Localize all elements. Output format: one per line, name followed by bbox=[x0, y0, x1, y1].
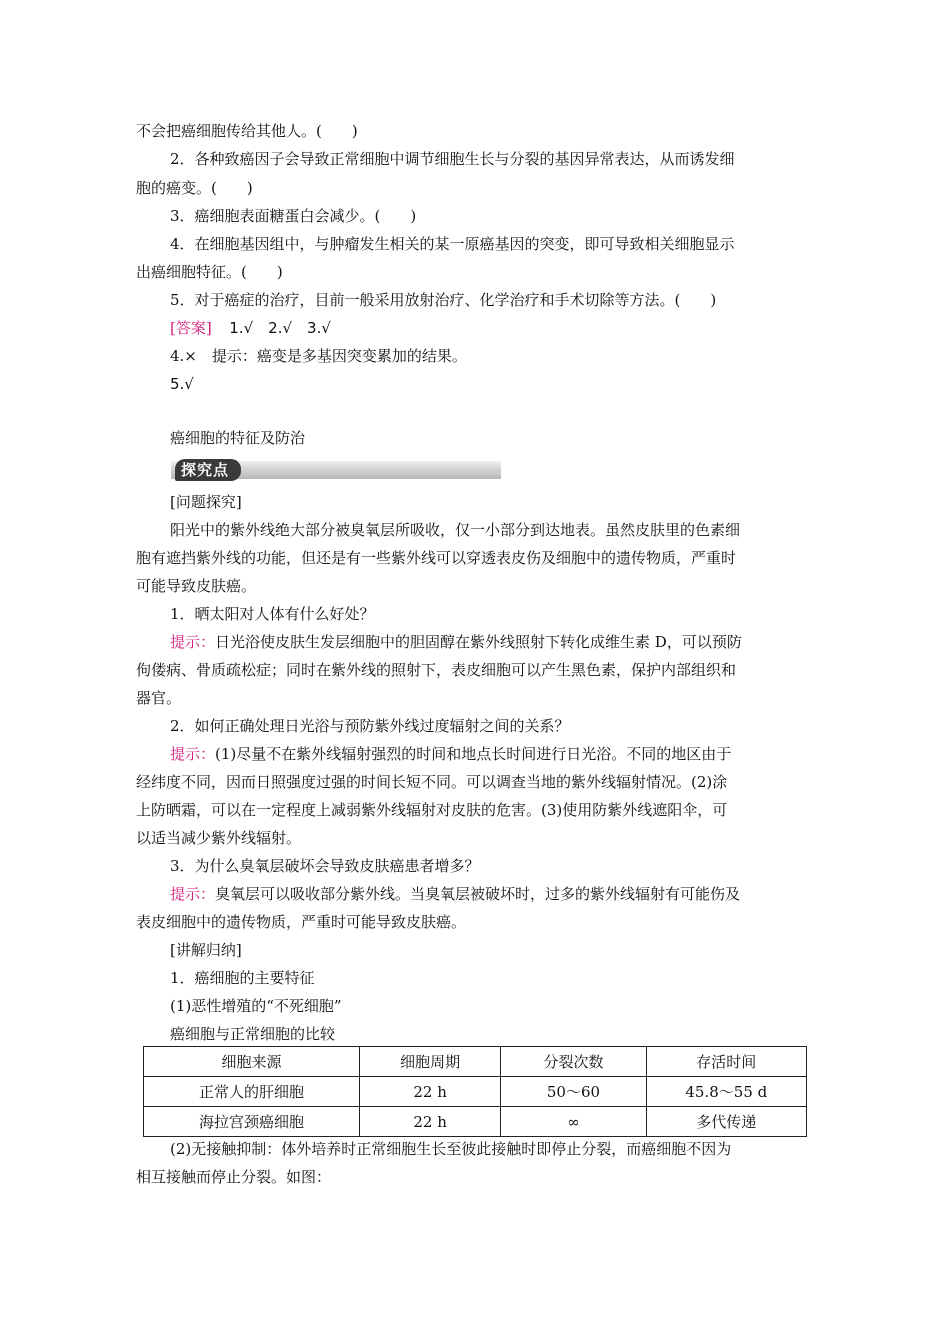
summary-point-1-2-cont: 相互接触而停止分裂。如图： bbox=[136, 1168, 332, 1186]
table-header-cell: 细胞来源 bbox=[144, 1047, 360, 1077]
hint-3-cont: 表皮细胞中的遗传物质，严重时可能导致皮肤癌。 bbox=[136, 913, 467, 931]
table-row bbox=[144, 1107, 807, 1137]
question-2: 2．各种致癌因子会导致正常细胞中调节细胞生长与分裂的基因异常表达，从而诱发细 bbox=[170, 150, 735, 168]
table-cell: 海拉宫颈癌细胞 bbox=[144, 1107, 360, 1137]
question-2-cont: 胞的癌变。( ) bbox=[136, 179, 253, 197]
table-header-cell: 分裂次数 bbox=[501, 1047, 646, 1077]
table-caption: 癌细胞与正常细胞的比较 bbox=[170, 1025, 336, 1043]
summary-point-1: 1．癌细胞的主要特征 bbox=[170, 969, 315, 987]
hint-3-text: 臭氧层可以吸收部分紫外线。当臭氧层被破坏时，过多的紫外线辐射有可能伤及 bbox=[215, 885, 741, 903]
answer-line-4: 4.× 提示：癌变是多基因突变累加的结果。 bbox=[170, 347, 467, 365]
table-header-row bbox=[144, 1047, 807, 1077]
question-1-tail: 不会把癌细胞传给其他人。( ) bbox=[136, 122, 358, 140]
hint-3 bbox=[170, 884, 816, 904]
inquiry-question-3: 3．为什么臭氧层破坏会导致皮肤癌患者增多？ bbox=[170, 857, 480, 875]
hint-label: 提示： bbox=[170, 745, 216, 763]
hint-1-text: 日光浴使皮肤生发层细胞中的胆固醇在紫外线照射下转化成维生素 D，可以预防 bbox=[215, 633, 742, 651]
section-banner bbox=[171, 459, 501, 481]
banner-label: 探究点 bbox=[181, 461, 230, 479]
hint-2-cont-3: 以适当减少紫外线辐射。 bbox=[136, 829, 302, 847]
question-3: 3．癌细胞表面糖蛋白会减少。( ) bbox=[170, 207, 417, 225]
table-cell: ∞ bbox=[501, 1107, 646, 1137]
hint-2 bbox=[170, 744, 816, 764]
table-header-cell: 细胞周期 bbox=[359, 1047, 500, 1077]
inquiry-intro-cont-1: 胞有遮挡紫外线的功能，但还是有一些紫外线可以穿透表皮伤及细胞中的遗传物质，严重时 bbox=[136, 549, 737, 567]
question-5: 5．对于癌症的治疗，目前一般采用放射治疗、化学治疗和手术切除等方法。( ) bbox=[170, 291, 717, 309]
table-cell: 22 h bbox=[359, 1077, 500, 1107]
inquiry-intro-cont-2: 可能导致皮肤癌。 bbox=[136, 577, 257, 595]
summary-heading: [讲解归纳] bbox=[170, 941, 242, 959]
inquiry-question-2: 2．如何正确处理日光浴与预防紫外线过度辐射之间的关系？ bbox=[170, 717, 570, 735]
inquiry-intro: 阳光中的紫外线绝大部分被臭氧层所吸收，仅一小部分到达地表。虽然皮肤里的色素细 bbox=[170, 521, 741, 539]
hint-1-cont-1: 佝偻病、骨质疏松症；同时在紫外线的照射下，表皮细胞可以产生黑色素，保护内部组织和 bbox=[136, 661, 737, 679]
answer-values-1: 1.√ 2.√ 3.√ bbox=[229, 319, 331, 337]
table-cell: 正常人的肝细胞 bbox=[144, 1077, 360, 1107]
hint-label: 提示： bbox=[170, 885, 216, 903]
inquiry-heading: [问题探究] bbox=[170, 493, 242, 511]
table-cell: 45.8～55 d bbox=[646, 1077, 806, 1107]
answer-line-1 bbox=[170, 318, 816, 338]
section-title: 癌细胞的特征及防治 bbox=[170, 429, 306, 447]
hint-1-cont-2: 器官。 bbox=[136, 689, 182, 707]
question-4-cont: 出癌细胞特征。( ) bbox=[136, 263, 283, 281]
table-cell: 22 h bbox=[359, 1107, 500, 1137]
comparison-table bbox=[143, 1046, 807, 1137]
inquiry-question-1: 1．晒太阳对人体有什么好处？ bbox=[170, 605, 375, 623]
table-cell: 50～60 bbox=[501, 1077, 646, 1107]
hint-2-text: (1)尽量不在紫外线辐射强烈的时间和地点长时间进行日光浴。不同的地区由于 bbox=[215, 745, 732, 763]
hint-2-cont-1: 经纬度不同，因而日照强度过强的时间长短不同。可以调查当地的紫外线辐射情况。(2)涂 bbox=[136, 773, 728, 791]
hint-label: 提示： bbox=[170, 633, 216, 651]
answer-label: [答案] bbox=[170, 319, 212, 337]
question-4: 4．在细胞基因组中，与肿瘤发生相关的某一原癌基因的突变，即可导致相关细胞显示 bbox=[170, 235, 735, 253]
table-row bbox=[144, 1077, 807, 1107]
table-header-cell: 存活时间 bbox=[646, 1047, 806, 1077]
summary-point-1-2: (2)无接触抑制：体外培养时正常细胞生长至彼此接触时即停止分裂，而癌细胞不因为 bbox=[170, 1140, 732, 1158]
table-cell: 多代传递 bbox=[646, 1107, 806, 1137]
answer-line-5: 5.√ bbox=[170, 375, 194, 393]
summary-point-1-1: (1)恶性增殖的“不死细胞” bbox=[170, 997, 342, 1015]
hint-2-cont-2: 上防晒霜，可以在一定程度上减弱紫外线辐射对皮肤的危害。(3)使用防紫外线遮阳伞，可 bbox=[136, 801, 728, 819]
hint-1 bbox=[170, 632, 816, 652]
